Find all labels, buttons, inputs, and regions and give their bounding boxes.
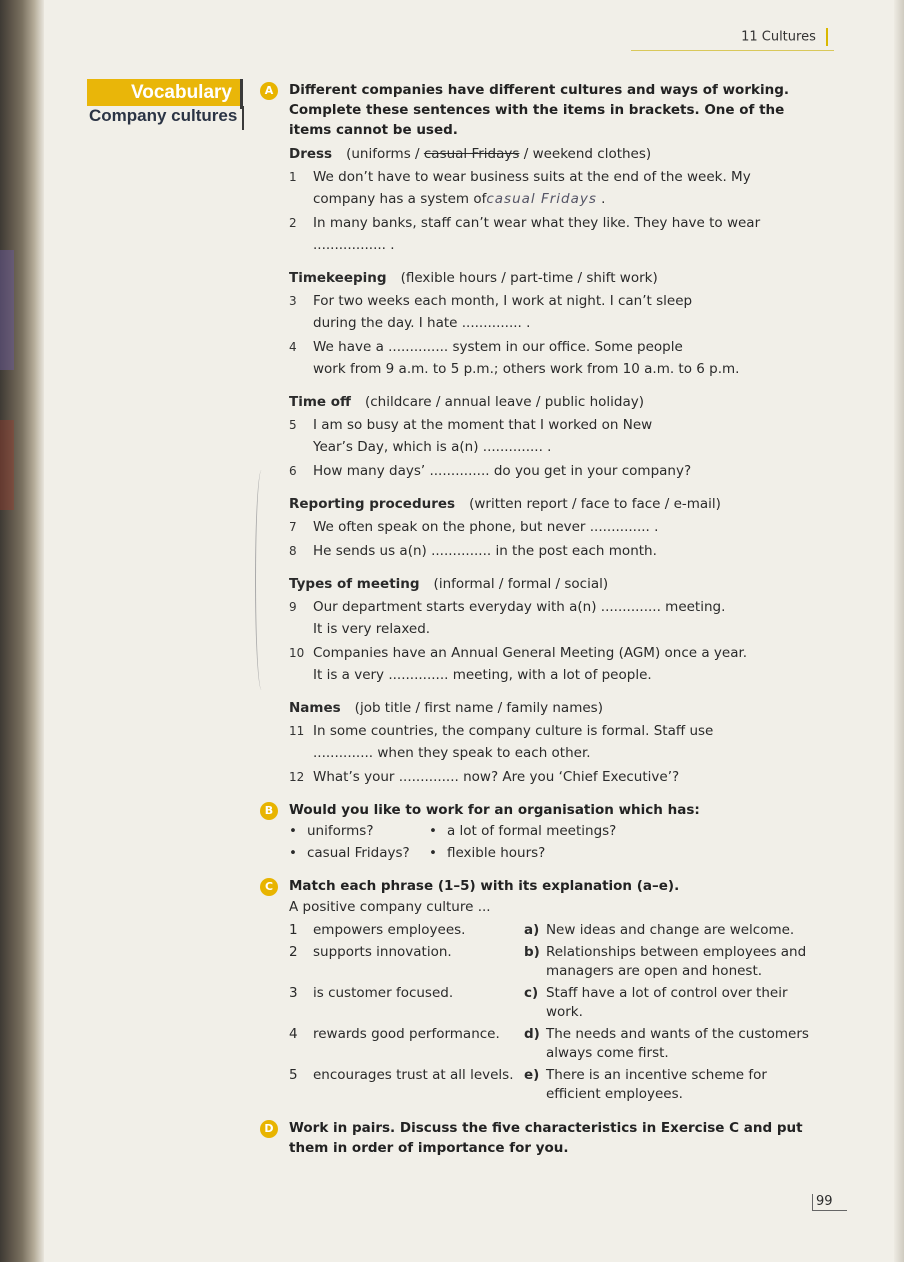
page-right-edge (894, 0, 904, 1262)
section-options: (informal / formal / social) (433, 576, 609, 592)
phrase-number: 3 (289, 985, 298, 1001)
match-row (289, 1025, 820, 1063)
section-title: Names (289, 700, 341, 716)
explanation-text: Relationships between employees and managers are open and honest. (545, 944, 807, 979)
exercise-badge-b: B (260, 802, 278, 820)
question-item (289, 460, 820, 482)
question-number: 3 (289, 294, 297, 308)
match-explanation[interactable] (524, 921, 820, 940)
page-number: 99 (812, 1194, 847, 1211)
exercise-badge-c: C (260, 878, 278, 896)
unit-number: 11 (741, 29, 758, 45)
question-item (289, 212, 820, 256)
question-item (289, 540, 820, 562)
explanation-text: There is an incentive scheme for efficient employees. (545, 1067, 767, 1102)
answer-blank[interactable]: ................. . (313, 237, 395, 253)
question-number: 8 (289, 544, 297, 558)
section-reporting-procedures (289, 494, 820, 514)
question-number: 4 (289, 340, 297, 354)
question-text[interactable]: He sends us a(n) .............. in the post each month. (313, 543, 657, 559)
exercise-a-instruction: Different companies have different cultures and ways of working. Complete these sentences with the items in brackets. One of the items cannot be used. (289, 82, 789, 138)
phrase-text: is customer focused. (313, 985, 454, 1001)
bullet-item: • uniforms? (289, 823, 374, 839)
phrase-text: supports innovation. (313, 944, 452, 960)
exercise-c-lead: A positive company culture ... (289, 899, 491, 915)
bullet-text: uniforms? (306, 823, 374, 839)
question-item (289, 290, 820, 334)
phrase-text: encourages trust at all levels. (313, 1067, 514, 1083)
exercise-badge-d: D (260, 1120, 278, 1138)
bullet-text: casual Fridays? (306, 845, 410, 861)
phrase-text: rewards good performance. (313, 1026, 500, 1042)
question-text[interactable]: What’s your .............. now? Are you ‘Chief Executive’? (313, 769, 680, 785)
section-options: (written report / face to face / e-mail) (469, 496, 721, 512)
phrase-text: empowers employees. (313, 922, 466, 938)
match-explanation[interactable] (524, 943, 820, 981)
handwritten-answer[interactable]: casual Fridays (486, 191, 597, 207)
exercise-b-instruction: Would you like to work for an organisation which has: (289, 802, 700, 818)
question-text: We don’t have to wear business suits at the end of the week. My (313, 169, 751, 185)
bullet-item: • flexible hours? (429, 845, 546, 861)
question-number: 2 (289, 216, 297, 230)
question-text: I am so busy at the moment that I worked on New (313, 417, 653, 433)
question-number: 7 (289, 520, 297, 534)
section-title: Timekeeping (289, 270, 387, 286)
running-header (631, 28, 834, 51)
match-row (289, 943, 820, 981)
question-text-line2[interactable]: during the day. I hate .............. . (313, 315, 531, 331)
match-phrase[interactable] (289, 943, 524, 981)
exercises (260, 80, 820, 1158)
question-text[interactable]: How many days’ .............. do you get in your company? (313, 463, 692, 479)
exercise-b (260, 800, 820, 864)
question-text-line2[interactable]: Year’s Day, which is a(n) .............. . (313, 439, 552, 455)
question-text: In many banks, staff can’t wear what they like. They have to wear (313, 215, 761, 231)
question-text[interactable]: We often speak on the phone, but never .............. . (313, 519, 659, 535)
section-title: Types of meeting (289, 576, 420, 592)
question-item (289, 766, 820, 788)
explanation-text: The needs and wants of the customers always come first. (545, 1026, 809, 1061)
header-accent-bar (826, 28, 828, 46)
question-text-line2: It is very relaxed. (313, 621, 431, 637)
exercise-c-instruction: Match each phrase (1–5) with its explanation (a–e). (289, 878, 680, 894)
bullet-item: • a lot of formal meetings? (429, 823, 617, 839)
question-item (289, 336, 820, 380)
explanation-text: New ideas and change are welcome. (545, 922, 795, 938)
spine-color-strip (0, 250, 14, 370)
explanation-letter: a) (523, 922, 540, 938)
match-row (289, 921, 820, 940)
section-timekeeping (289, 268, 820, 288)
book-spine-shadow (0, 0, 44, 1262)
bullet-item: • casual Fridays? (289, 845, 410, 861)
vocabulary-label: Vocabulary (87, 79, 240, 106)
question-number: 11 (289, 724, 305, 738)
phrase-number: 1 (289, 922, 298, 938)
question-number: 1 (289, 170, 297, 184)
question-item (289, 414, 820, 458)
match-phrase[interactable] (289, 1066, 524, 1104)
question-text-post: . (596, 191, 606, 207)
explanation-text: Staff have a lot of control over their work. (545, 985, 788, 1020)
section-title: Time off (289, 394, 351, 410)
unit-title: Cultures (761, 29, 816, 45)
match-row (289, 1066, 820, 1104)
question-text[interactable]: Our department starts everyday with a(n) .............. meeting. (313, 599, 726, 615)
match-explanation[interactable] (524, 1025, 820, 1063)
match-phrase[interactable] (289, 984, 524, 1022)
match-phrase[interactable] (289, 1025, 524, 1063)
bullet-text: a lot of formal meetings? (446, 823, 617, 839)
question-text: Companies have an Annual General Meeting (AGM) once a year. (313, 645, 748, 661)
question-text: In some countries, the company culture is formal. Staff use (313, 723, 714, 739)
question-number: 10 (289, 646, 305, 660)
question-item (289, 596, 820, 640)
question-item (289, 642, 820, 686)
section-options: (flexible hours / part-time / shift work) (400, 270, 658, 286)
question-text-line2[interactable]: It is a very .............. meeting, with a lot of people. (313, 667, 652, 683)
question-number: 5 (289, 418, 297, 432)
exercise-d-instruction: Work in pairs. Discuss the five characteristics in Exercise C and put them in order of importance for you. (289, 1120, 803, 1156)
question-item (289, 720, 820, 764)
exercise-c (260, 876, 820, 1104)
question-item (289, 516, 820, 538)
question-text-line2 (313, 188, 820, 210)
question-number: 12 (289, 770, 305, 784)
explanation-letter: c) (523, 985, 539, 1001)
exercise-badge-a: A (260, 82, 278, 100)
phrase-number: 2 (289, 944, 298, 960)
section-dress (289, 144, 820, 164)
question-text-line2[interactable]: .............. when they speak to each other. (313, 745, 591, 761)
bullet-column (429, 820, 689, 864)
explanation-letter: e) (523, 1067, 540, 1083)
match-phrase[interactable] (289, 921, 524, 940)
section-options-end: / weekend clothes) (519, 146, 652, 162)
section-options: (childcare / annual leave / public holiday) (364, 394, 645, 410)
section-names (289, 698, 820, 718)
question-text: For two weeks each month, I work at night. I can’t sleep (313, 293, 693, 309)
section-options: (job title / first name / family names) (354, 700, 603, 716)
bullet-list (289, 820, 820, 864)
explanation-letter: b) (523, 944, 540, 960)
spine-color-strip (0, 420, 14, 510)
phrase-number: 4 (289, 1026, 298, 1042)
section-title: Dress (289, 146, 333, 162)
question-text[interactable]: We have a .............. system in our office. Some people (313, 339, 683, 355)
bullet-column (289, 820, 429, 864)
exercise-a (260, 80, 820, 788)
question-text-pre: company has a system of (313, 191, 487, 207)
match-row (289, 984, 820, 1022)
match-explanation[interactable] (524, 1066, 820, 1104)
phrase-number: 5 (289, 1067, 298, 1083)
question-text-line2: work from 9 a.m. to 5 p.m.; others work from 10 a.m. to 6 p.m. (313, 361, 740, 377)
explanation-letter: d) (523, 1026, 540, 1042)
exercise-d (260, 1118, 820, 1158)
match-explanation[interactable] (524, 984, 820, 1022)
question-number: 6 (289, 464, 297, 478)
bullet-text: flexible hours? (446, 845, 546, 861)
section-options: (uniforms / (346, 146, 424, 162)
section-title: Reporting procedures (289, 496, 456, 512)
section-time-off (289, 392, 820, 412)
struck-option: casual Fridays (423, 146, 520, 162)
question-number: 9 (289, 600, 297, 614)
section-types-of-meeting (289, 574, 820, 594)
topic-heading: Company cultures (87, 106, 244, 130)
question-item (289, 166, 820, 210)
